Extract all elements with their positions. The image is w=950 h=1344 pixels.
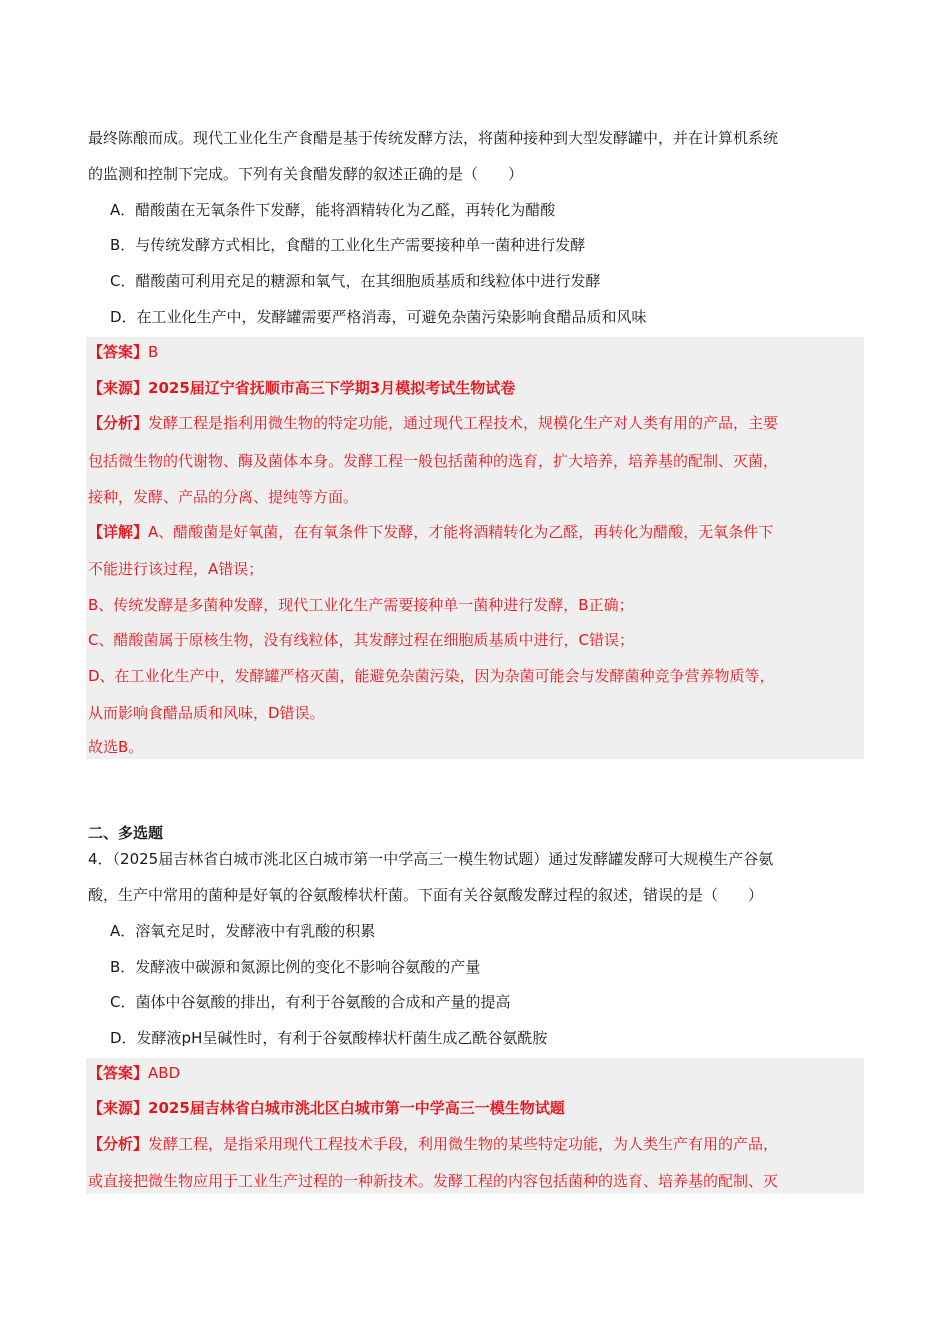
q4-answer: [88, 1062, 180, 1084]
q3-source: [88, 377, 515, 399]
q3-answer: [88, 341, 158, 363]
q4-option-d: D．发酵液pH呈碱性时，有利于谷氨酸棒状杆菌生成乙酰谷氨酰胺: [110, 1029, 548, 1047]
answer-value: ABD: [148, 1064, 181, 1082]
detail-tag: 【详解】: [88, 523, 149, 541]
q3-stem-line-2: 的监测和控制下完成。下列有关食醋发酵的叙述正确的是（ ）: [88, 165, 524, 183]
q3-option-c: C．醋酸菌可利用充足的糖源和氧气，在其细胞质基质和线粒体中进行发酵: [110, 272, 601, 290]
q4-option-a: A．溶氧充足时，发酵液中有乳酸的积累: [110, 922, 376, 940]
q3-answer-box: [86, 337, 864, 759]
answer-tag: 【答案】: [88, 343, 149, 361]
q3-detail-line-7: 故选B。: [88, 738, 144, 756]
section-title: 二、多选题: [88, 824, 164, 842]
q3-analysis-line-2: 包括微生物的代谢物、酶及菌体本身。发酵工程一般包括菌种的选育，扩大培养，培养基的配制、灭菌，: [88, 452, 779, 470]
detail-text: A、醋酸菌是好氧菌，在有氧条件下发酵，才能将酒精转化为乙醛，再转化为醋酸，无氧条件下: [148, 523, 774, 541]
source-tag: 【来源】: [88, 379, 149, 397]
q3-detail-line-5: D、在工业化生产中，发酵罐严格灭菌，能避免杂菌污染，因为杂菌可能会与发酵菌种竞争营养物质等，: [88, 667, 775, 685]
analysis-tag: 【分析】: [88, 1135, 149, 1153]
source-value: 2025届辽宁省抚顺市高三下学期3月模拟考试生物试卷: [148, 379, 516, 397]
answer-tag: 【答案】: [88, 1064, 149, 1082]
q3-detail-line-6: 从而影响食醋品质和风味，D错误。: [88, 704, 325, 722]
q4-option-c: C．菌体中谷氨酸的排出，有利于谷氨酸的合成和产量的提高: [110, 993, 511, 1011]
q4-source: [88, 1097, 565, 1119]
analysis-text: 发酵工程是指利用微生物的特定功能，通过现代工程技术，规模化生产对人类有用的产品，主要: [148, 414, 779, 432]
source-tag: 【来源】: [88, 1099, 149, 1117]
q3-analysis-line-3: 接种，发酵、产品的分离、提纯等方面。: [88, 488, 359, 506]
q3-detail-line-3: B、传统发酵是多菌种发酵，现代工业化生产需要接种单一菌种进行发酵，B正确；: [88, 596, 634, 614]
q4-stem-line-1: 4．（2025届吉林省白城市洮北区白城市第一中学高三一模生物试题）通过发酵罐发酵可大规模生产谷氨: [88, 850, 774, 868]
q4-option-b: B．发酵液中碳源和氮源比例的变化不影响谷氨酸的产量: [110, 958, 481, 976]
q4-analysis-line-2: 或直接把微生物应用于工业生产过程的一种新技术。发酵工程的内容包括菌种的选育、培养基的配制、灭: [88, 1172, 779, 1190]
analysis-text: 发酵工程，是指采用现代工程技术手段，利用微生物的某些特定功能，为人类生产有用的产品，: [148, 1135, 779, 1153]
q3-option-b: B．与传统发酵方式相比，食醋的工业化生产需要接种单一菌种进行发酵: [110, 236, 586, 254]
source-value: 2025届吉林省白城市洮北区白城市第一中学高三一模生物试题: [148, 1099, 565, 1117]
q3-option-a: A．醋酸菌在无氧条件下发酵，能将酒精转化为乙醛，再转化为醋酸: [110, 201, 556, 219]
q4-stem-line-2: 酸，生产中常用的菌种是好氧的谷氨酸棒状杆菌。下面有关谷氨酸发酵过程的叙述，错误的是（ ）: [88, 886, 764, 904]
analysis-tag: 【分析】: [88, 414, 149, 432]
q3-detail-line-2: 不能进行该过程，A错误；: [88, 560, 264, 578]
answer-value: B: [148, 343, 159, 361]
q3-analysis-line-1: [88, 412, 778, 434]
q3-option-d: D．在工业化生产中，发酵罐需要严格消毒，可避免杂菌污染影响食醋品质和风味: [110, 308, 647, 326]
q3-detail-line-1: [88, 521, 773, 543]
q4-analysis-line-1: [88, 1133, 778, 1155]
q3-stem-line-1: 最终陈酿而成。现代工业化生产食醋是基于传统发酵方法，将菌种接种到大型发酵罐中，并在计算机系统: [88, 129, 779, 147]
q3-detail-line-4: C、醋酸菌属于原核生物，没有线粒体，其发酵过程在细胞质基质中进行，C错误；: [88, 631, 634, 649]
